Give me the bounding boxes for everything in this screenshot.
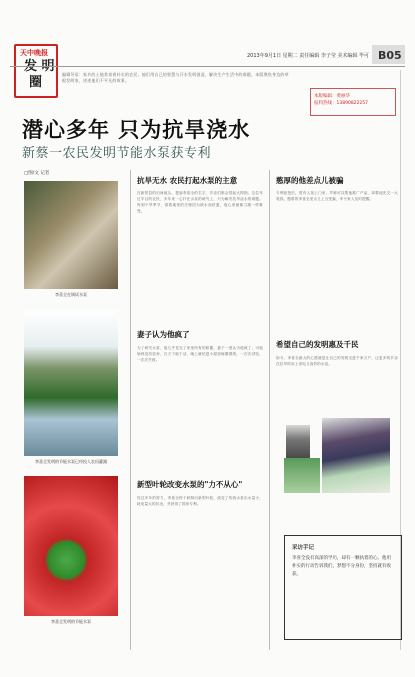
- editor-contact-box: 本版编辑：黄丽华 报料热线：13890822257: [310, 88, 396, 116]
- section-heading: 新型叶轮改变水泵的"力不从心": [137, 480, 243, 489]
- issue-date: 2013年9月1日 星期二 责任编辑 李子莹 美术编辑 毕可: [247, 53, 370, 59]
- subheadline: 新蔡一农民发明节能水泵获专利: [22, 146, 212, 161]
- photo-caption: 李喜全在调试水泵: [55, 292, 87, 297]
- photo-farmer-standing: [286, 425, 310, 460]
- reporter-note-title: 采访手记: [292, 545, 315, 551]
- photo-caption: 李喜全发明的节能水泵已经投入农田灌溉: [35, 459, 107, 464]
- article-paragraph: 经过多年的努力，李喜全终于研制出新型叶轮，改变了传统水泵出水量小、耗电量大的状况，并获得了国家专利。: [137, 496, 263, 506]
- reporter-note-box: [284, 535, 402, 640]
- headline: 潜心多年 只为抗旱浇水: [22, 118, 251, 142]
- page-number: B05: [378, 49, 402, 62]
- column-name: 发 明 圈: [24, 59, 55, 90]
- section-heading: 妻子认为他疯了: [137, 330, 190, 339]
- header-rule: [10, 66, 405, 67]
- column-divider: [130, 170, 131, 650]
- byline: □图/文 记者: [24, 171, 50, 176]
- photo-water-pump-irrigation: [24, 310, 118, 456]
- article-paragraph: 在新蔡县的田间地头，提起李喜全的名字，乡亲们都会竖起大拇指。这位年过半百的农民，多年来一心扑在水泵的研究上，只为解决抗旱浇水的难题。每到干旱季节，看着地里的庄稼因为缺水而枯萎，他心里就像刀割一样难受。: [137, 191, 263, 213]
- photo-caption: 李喜全发明的节能水泵: [51, 619, 91, 624]
- photo-impeller-product: [24, 476, 118, 616]
- section-heading: 憨厚的他差点儿被骗: [276, 176, 344, 185]
- reporter-note-text: 李喜全没有高深的学历，却有一颗执着的心。他用朴实的行动告诉我们，梦想不分身份，坚持就有收获。: [292, 556, 391, 577]
- intro-note: 编辑导语：家乡的土地养育着朴实的农民，他们用自己的智慧与汗水发明创造，解决生产生活中的难题。本版聚焦身边的草根发明家，讲述他们不平凡的故事。: [62, 72, 289, 83]
- photo-crops: [284, 458, 320, 493]
- article-paragraph: 为了研究水泵，他几乎花光了家里所有的积蓄，妻子一度认为他疯了。可他始终没有放弃，白天下地干活，晚上就钻进小屋里琢磨图纸，一次次试验，一次次失败。: [137, 346, 263, 362]
- column-divider: [269, 170, 270, 650]
- photo-farmers-field: [322, 418, 390, 493]
- article-paragraph: 如今，李喜全最大的心愿就是让自己的发明走进千家万户，让更多的乡亲在抗旱时用上省电又高效的水泵。: [276, 356, 398, 366]
- photo-inventor-at-work: [24, 181, 118, 289]
- section-heading: 抗旱无水 农民打起水泵的主意: [137, 176, 238, 185]
- column-logo: [14, 44, 58, 98]
- paper-name: 天中晚报: [20, 49, 48, 57]
- section-heading: 希望自己的发明惠及千民: [276, 340, 359, 349]
- article-paragraph: 专利获批后，曾有人找上门来，声称可以帮他推广产品，却要他先交一大笔钱。憨厚的李喜全差点儿上当受骗，幸亏家人及时提醒。: [276, 191, 398, 201]
